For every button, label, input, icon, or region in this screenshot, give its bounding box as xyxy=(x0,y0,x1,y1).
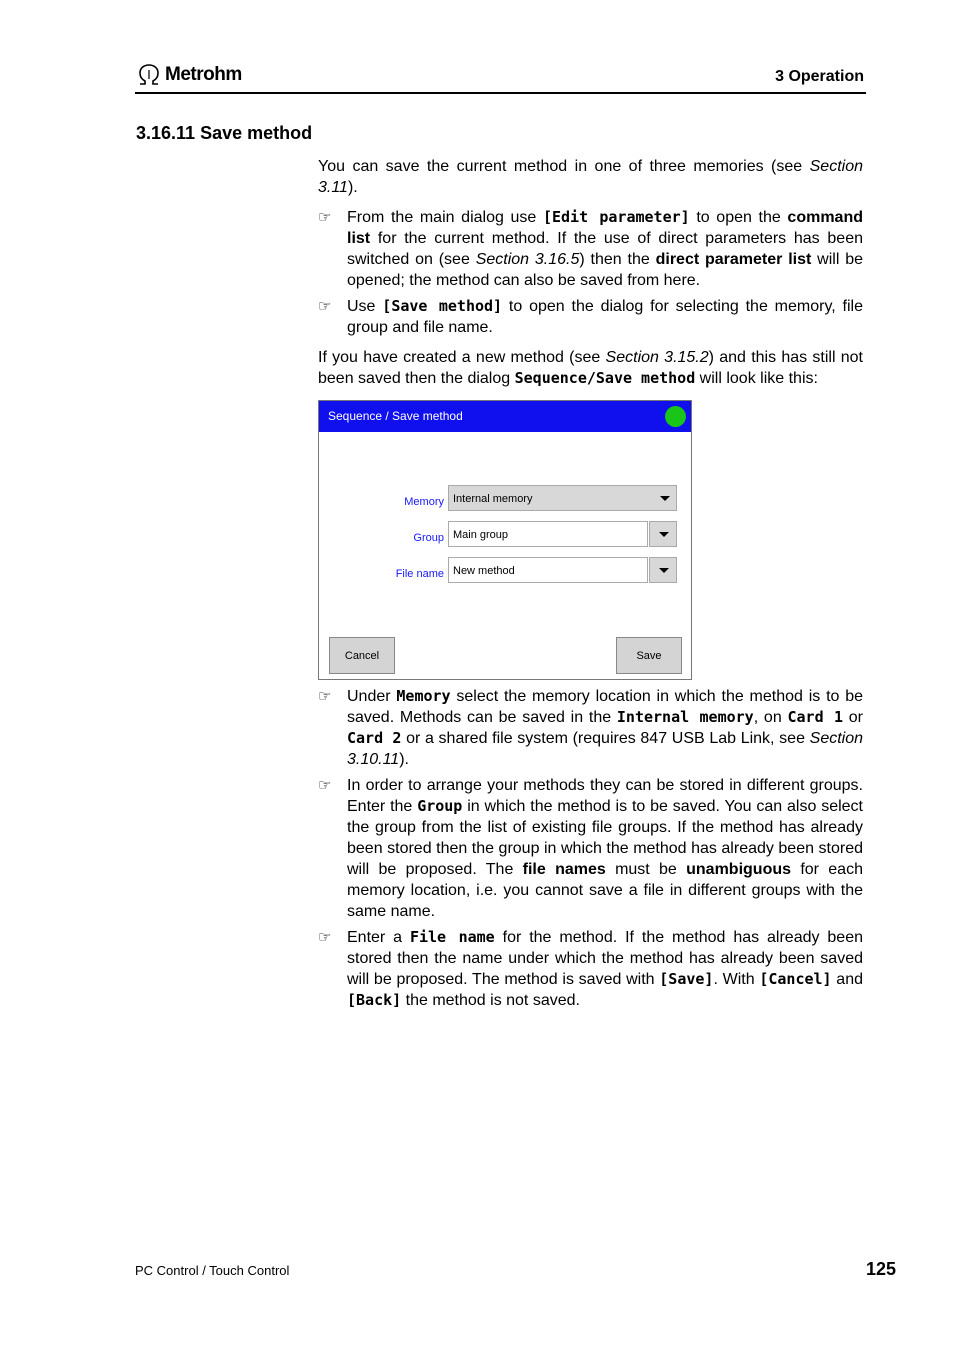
footer-product: PC Control / Touch Control xyxy=(135,1263,290,1278)
key-label: [Save method] xyxy=(382,297,503,315)
omega-logo-icon xyxy=(137,64,161,86)
pointing-hand-icon: ☞ xyxy=(318,688,332,705)
group-dropdown-button[interactable] xyxy=(649,521,677,547)
dialog-intro-paragraph: If you have created a new method (see Section 3.15.2) and this has still not been saved then the dialog Sequence/Save method will look like this: xyxy=(318,349,864,387)
key-label: [Edit parameter] xyxy=(542,208,690,226)
status-led-icon xyxy=(665,406,686,427)
list-item: ☞ From the main dialog use [Edit parameter] to open the command list for the current method. If the use of direct parameters has been switched on (see Section 3.16.5) then the direct parameter list will be opened; the method can also be saved from here. xyxy=(318,208,864,289)
file-name-dropdown-button[interactable] xyxy=(649,557,677,583)
chevron-down-icon xyxy=(659,568,669,573)
dialog-name: Sequence/Save method xyxy=(514,369,696,387)
section-content xyxy=(318,156,863,1011)
brand-logo xyxy=(137,64,242,86)
section-title: 3.16.11 Save method xyxy=(136,123,313,143)
dialog-title-bar xyxy=(319,401,691,432)
group-input[interactable]: Main group xyxy=(448,521,648,547)
chapter-title: 3 Operation xyxy=(775,68,864,85)
cancel-button[interactable]: Cancel xyxy=(329,637,395,674)
pointing-hand-icon: ☞ xyxy=(318,929,332,946)
dialog-title: Sequence / Save method xyxy=(328,409,463,423)
page-header xyxy=(135,62,866,94)
save-button[interactable]: Save xyxy=(616,637,682,674)
section-reference: Section 3.10.11 xyxy=(347,730,864,768)
list-item: ☞ Use [Save method] to open the dialog for selecting the memory, file group and file name. xyxy=(318,297,864,336)
chevron-down-icon xyxy=(659,532,669,537)
save-method-dialog xyxy=(318,400,692,680)
section-reference: Section 3.11 xyxy=(318,158,863,196)
file-name-input[interactable]: New method xyxy=(448,557,648,583)
pointing-hand-icon: ☞ xyxy=(318,298,332,315)
group-label: Group xyxy=(413,532,444,544)
list-item: ☞ In order to arrange your methods they can be stored in different groups. Enter the Group in which the method is to be saved. You can also select the group from the list of existing file groups. If the method has already been stored then the group in which the method has already been stored will be proposed. The file names must be unambiguous for each memory location, i.e. you cannot save a file in different groups with the same name. xyxy=(318,777,863,920)
file-name-label: File name xyxy=(395,568,444,580)
chevron-down-icon xyxy=(660,496,670,501)
brand-name: Metrohm xyxy=(165,64,242,85)
section-reference: Section 3.15.2 xyxy=(605,349,709,366)
pointing-hand-icon: ☞ xyxy=(318,777,332,794)
section-reference: Section 3.16.5 xyxy=(475,251,580,268)
list-item: ☞ Under Memory select the memory location in which the method is to be saved. Methods can be saved in the Internal memory, on Card 1 or Card 2 or a shared file system (requires 847 USB Lab Link, see Section 3.10.11). xyxy=(318,687,864,768)
memory-select[interactable]: Internal memory xyxy=(448,485,677,511)
intro-paragraph: You can save the current method in one of three memories (see Section 3.11). xyxy=(318,158,863,196)
memory-row xyxy=(319,485,691,513)
page-number: 125 xyxy=(865,1259,896,1279)
list-item: ☞ Enter a File name for the method. If the method has already been stored then the name under which the method has already been saved will be proposed. The method is saved with [Save]. With [Cancel] and [Back] the method is not saved. xyxy=(318,928,864,1009)
file-name-row xyxy=(319,557,691,585)
pointing-hand-icon: ☞ xyxy=(318,209,332,226)
memory-label: Memory xyxy=(404,496,444,508)
group-row xyxy=(319,521,691,549)
